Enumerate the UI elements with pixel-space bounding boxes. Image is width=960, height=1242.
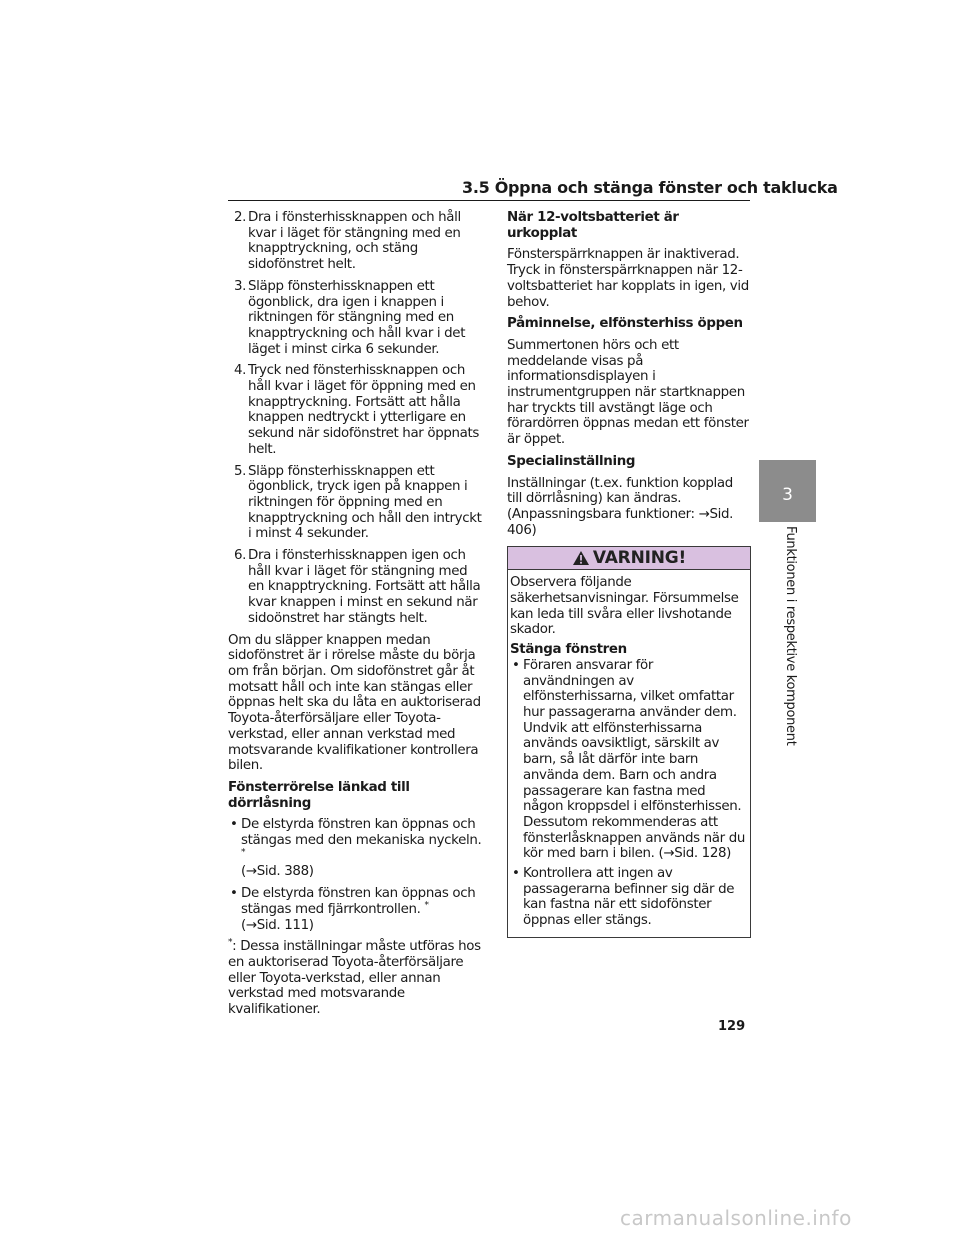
bullet-text: De elstyrda fönstren kan öppnas och stängas med den mekaniska nyckeln. * (→Sid. 388) [241, 817, 482, 880]
step-text: Dra i fönsterhissknappen och håll kvar i läget för stängning med en knapptryckning, och stäng sidofönstret helt. [248, 210, 461, 273]
step-number: 2. [234, 210, 247, 225]
warning-bullet-text: Föraren ansvarar för användningen av elfönsterhissarna, vilket omfattar hur passagerarna använder dem. Undvik att elfönsterhissarna används oavsiktligt, särskilt av barn, så låt därför inte barn använda dem. Barn och andra passagerare kan fastna med någon kroppsdel i elfönsterhissen. Dessutom rekommenderas att fönsterlåsknappen används när du kör med barn i bilen. (→Sid. 128) [523, 657, 745, 862]
page-number: 129 [718, 1019, 746, 1034]
header-divider [228, 200, 750, 201]
warning-bullet-text: Kontrollera att ingen av passagerarna befinner sig där de kan fastna när ett sidofönster öppnas eller stängs. [523, 866, 735, 929]
footnote-marker: * [228, 937, 233, 948]
section-title: 3.5 Öppna och stänga fönster och taklucka [462, 178, 838, 197]
body-paragraph: Om du släpper knappen medan sidofönstret är i rörelse måste du börja om från början. Om sidofönstret går åt motsatt håll och inte kan stängas eller öppnas helt ska du låta en auktoriserad Toyota-återförsäljare eller Toyota-verkstad, eller annan verkstad med motsvarande kvalifikationer kontrollera bilen. [228, 632, 481, 774]
step-text: Dra i fönsterhissknappen igen och håll kvar i läget för stängning med en knapptryckning. Fortsätt att hålla kvar knappen i minst en sekund när sidoönstret har stängts helt. [248, 548, 481, 626]
subheading-reminder: Påminnelse, elfönsterhiss öppen [507, 316, 743, 332]
bullet-dot: • [512, 657, 520, 673]
page-reference-link[interactable]: (→Sid. 111) [241, 917, 314, 933]
footnote-marker: * [424, 900, 429, 911]
step-item [234, 464, 484, 543]
warning-intro: Observera följande säkerhetsanvisningar. Försummelse kan leda till svåra eller livshotande skador. [510, 575, 739, 638]
chapter-label: Funktionen i respektive komponent [783, 526, 798, 746]
step-number: 3. [234, 278, 247, 294]
body-paragraph: Summertonen hörs och ett meddelande visas på informationsdisplayen i instrumentgruppen när startknappen har tryckts till avstängt läge och förardörren öppnas medan ett fönster är öppet. [507, 337, 749, 448]
bullet-item [228, 886, 484, 933]
step-item [234, 548, 484, 627]
step-text: Släpp fönsterhissknappen ett ögonblick, tryck igen på knappen i riktningen för öppning med en knapptryckning och håll den intryckt i minst 4 sekunder. [248, 463, 482, 542]
bullet-text: De elstyrda fönstren kan öppnas och stängas med fjärrkontrollen. * (→Sid. 111) [241, 886, 476, 933]
bullet-dot: • [512, 866, 520, 882]
left-column [228, 210, 484, 1024]
footnote-marker: * [241, 847, 246, 858]
step-text: Tryck ned fönsterhissknappen och håll kvar i läget för öppning med en knapptryckning. Fortsätt att hålla knappen nedtryckt i ytterligare en sekund när sidofönstret har öppnats helt. [248, 363, 480, 457]
subheading-special-setting: Specialinställning [507, 453, 636, 469]
body-paragraph: Fönsterspärrknappen är inaktiverad. Tryck in fönsterspärrknappen när 12-voltsbatteriet har kopplats in igen, vid behov. [507, 247, 749, 310]
watermark: carmanualsonline.info [620, 1206, 852, 1230]
right-column [507, 210, 751, 938]
step-text: Släpp fönsterhissknappen ett ögonblick, dra igen i knappen i riktningen för stängning med en knapptryckning och håll kvar i det läget i minst cirka 6 sekunder. [248, 278, 466, 357]
page-reference-link[interactable]: (→Sid. 388) [241, 864, 314, 880]
warning-header [508, 547, 750, 570]
warning-bullet [510, 866, 748, 929]
chapter-number: 3 [782, 485, 793, 505]
bullet-dot: • [230, 886, 238, 902]
warning-box [507, 546, 751, 937]
chapter-tab[interactable] [759, 460, 816, 522]
step-item [234, 363, 484, 457]
subheading-battery: När 12-voltsbatteriet är urkopplat [507, 210, 679, 241]
warning-subheading: Stänga fönstren [510, 642, 627, 658]
step-item [234, 210, 484, 273]
subheading-window-lock-link: Fönsterrörelse länkad till dörrlåsning [228, 779, 410, 811]
warning-body [508, 570, 750, 936]
warning-title: VARNING! [592, 547, 687, 568]
step-number: 5. [234, 463, 247, 479]
step-item [234, 279, 484, 358]
warning-bullet [510, 658, 748, 862]
step-number: 4. [234, 363, 247, 379]
step-number: 6. [234, 548, 247, 564]
warning-triangle-icon [572, 550, 590, 566]
footnote: *: Dessa inställningar måste utföras hos en auktoriserad Toyota-återförsäljare eller Toyota-verkstad, eller annan verkstad med motsvarande kvalifikationer. [228, 937, 481, 1018]
body-paragraph: Inställningar (t.ex. funktion kopplad till dörrlåsning) kan ändras. (Anpassningsbara funktioner: →Sid. 406) [507, 475, 734, 538]
bullet-item [228, 817, 484, 880]
bullet-dot: • [230, 817, 238, 833]
